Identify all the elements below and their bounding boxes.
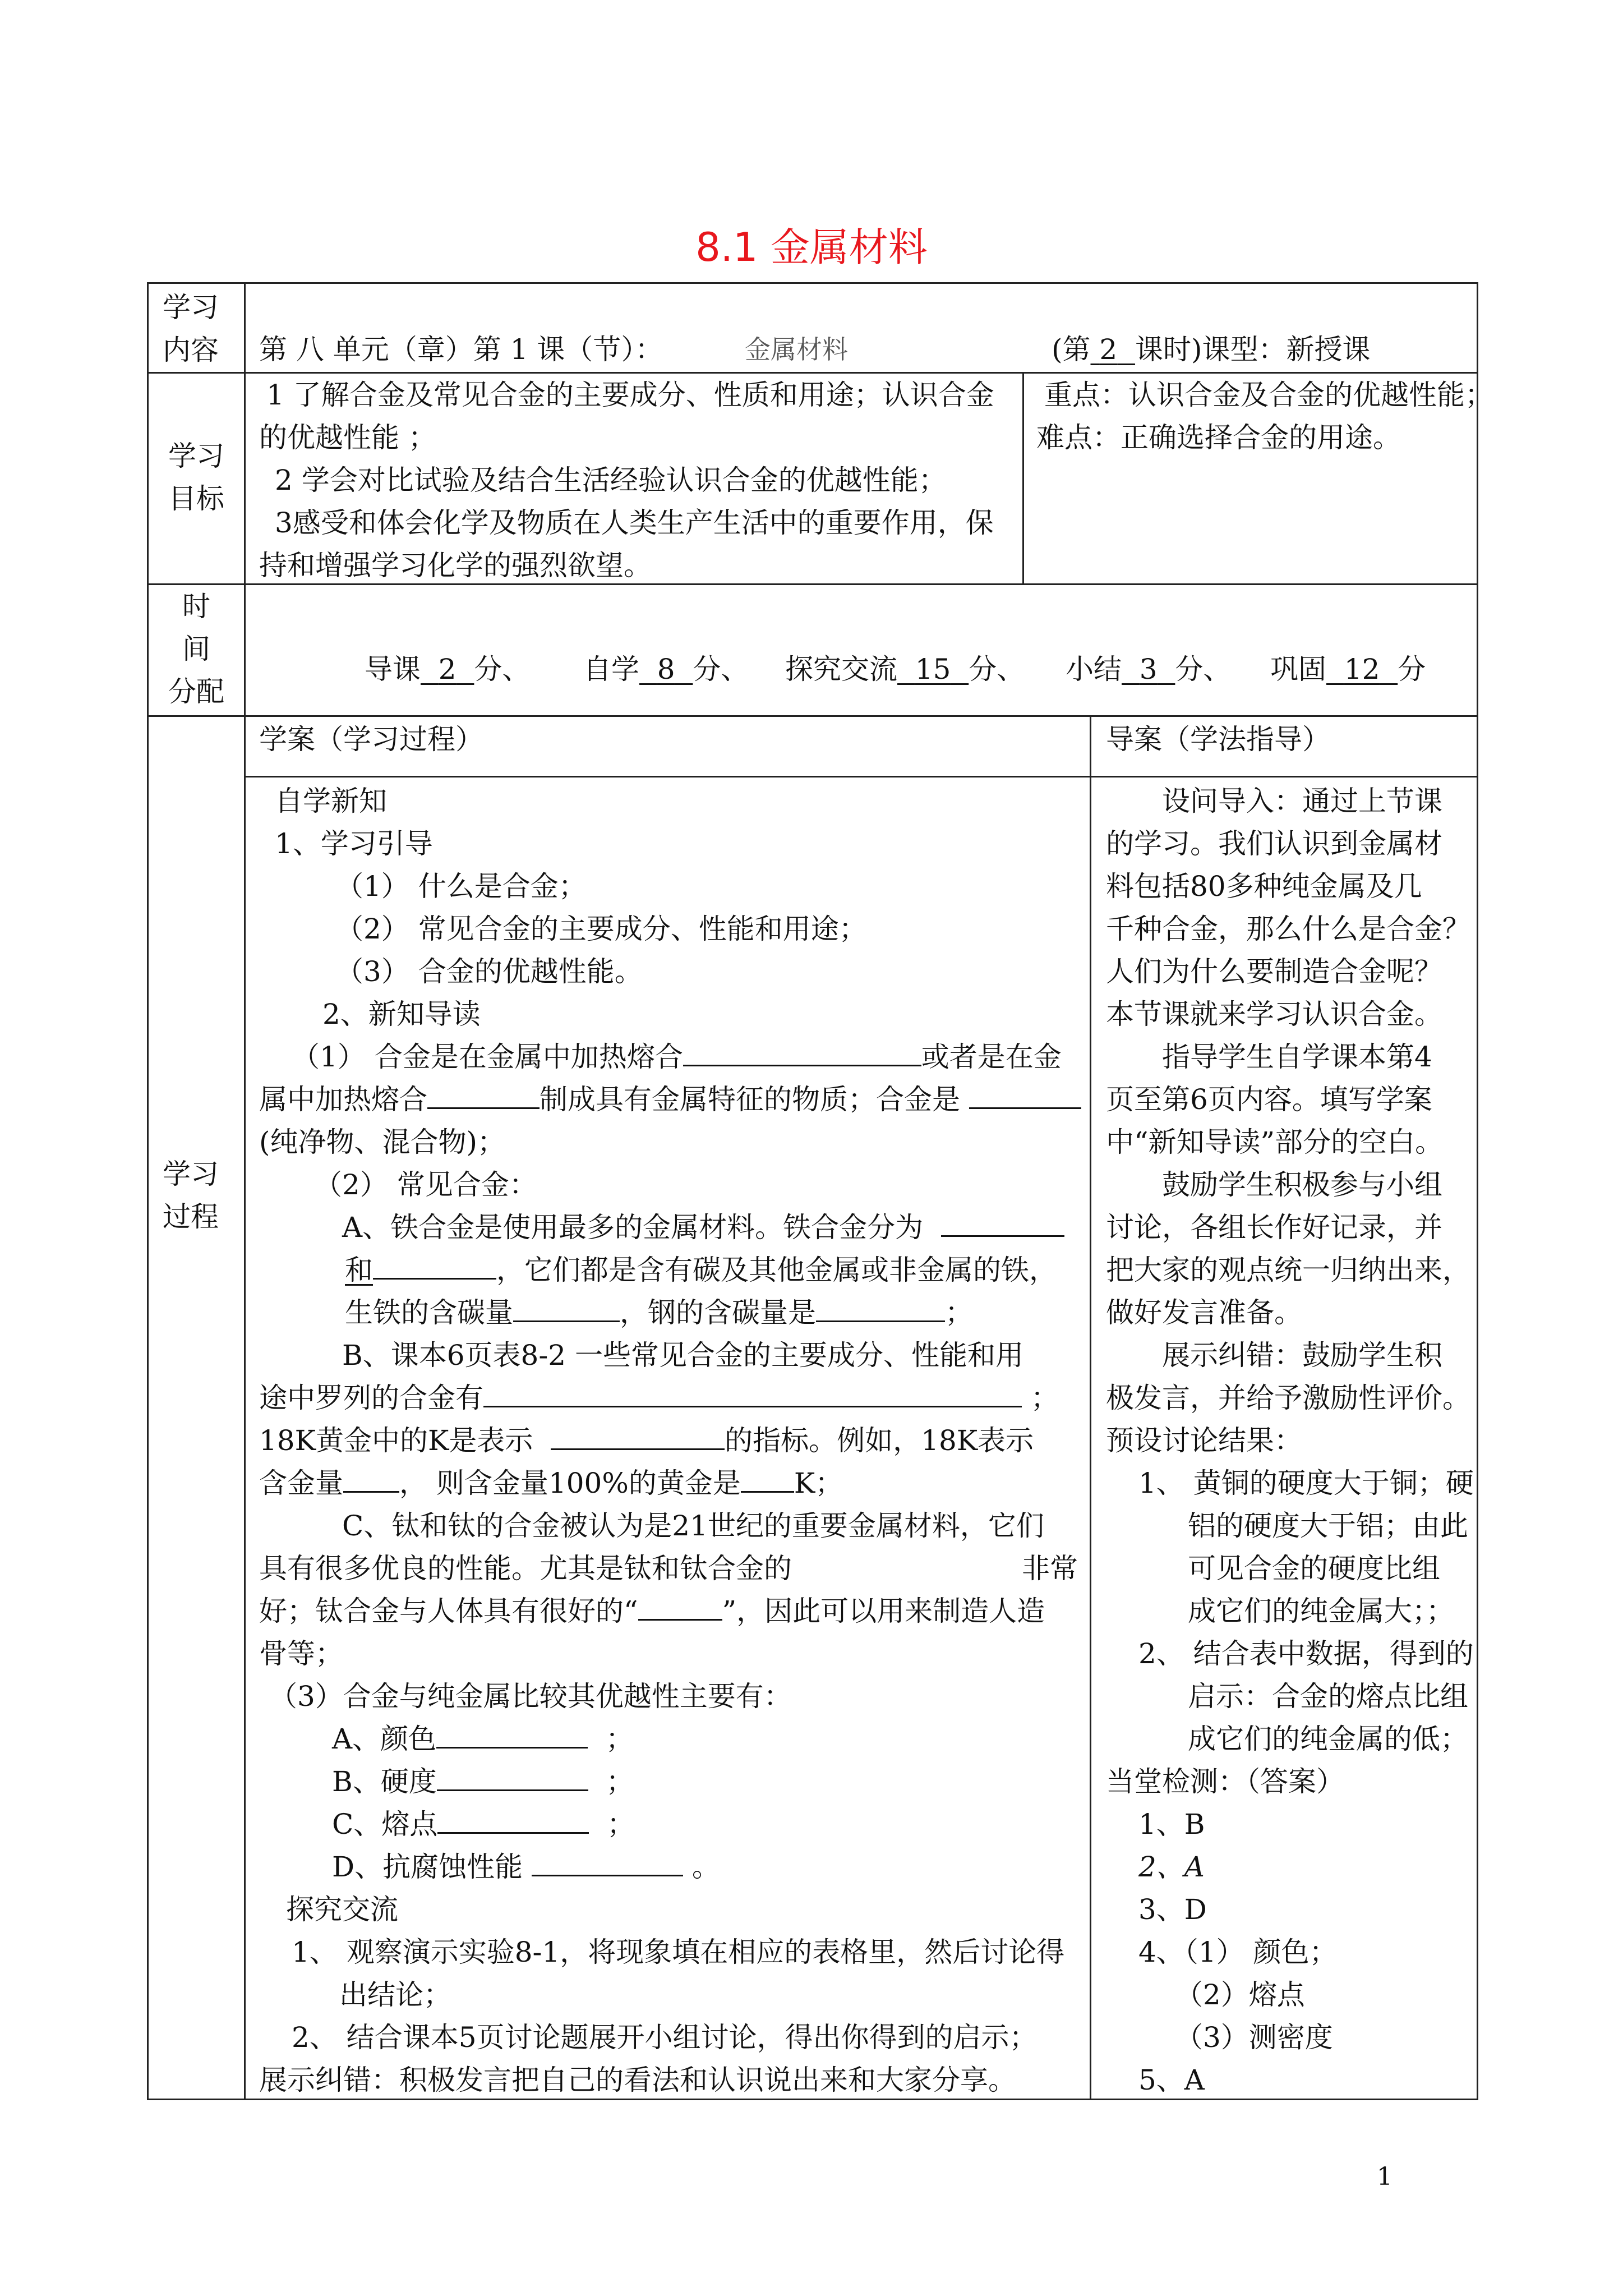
iron-alloy-line3: 生铁的含碳量 ，钢的含碳量是 ； [345,1291,973,1334]
blank[interactable] [343,1464,399,1493]
explore-item-1-cont: 出结论； [339,1978,451,2011]
blank[interactable] [373,1251,496,1280]
karat-line1: 18K黄金中的K是表示 的指标。例如，18K表示 [259,1419,1034,1462]
row-label-time: 时 间 分配 [168,590,224,708]
table-8-2-line1: B、课本6页表8-2 一些常见合金的主要成分、性能和用 [342,1339,1023,1372]
guide-line-2: 的学习。我们认识到金属材 [1106,827,1442,860]
answer-1: 1、B [1138,1808,1205,1841]
guide-line-4: 千种合金，那么什么是合金？ [1106,913,1470,945]
row-label-content: 学习 内容 [163,291,219,366]
blank[interactable] [741,1464,794,1493]
blank[interactable] [436,1720,588,1749]
goals-column-divider [1022,372,1024,585]
row-divider-3 [147,715,1478,717]
guide-line-16: 预设讨论结果： [1106,1424,1302,1457]
guide-line-19: 可见合金的硬度比组 [1188,1552,1440,1585]
guide-line-11: 讨论，各组长作好记录，并 [1106,1211,1442,1244]
titanium-line3: 好；钛合金与人体具有很好的“ ”，因此可以用来制造人造 [259,1590,1045,1632]
blank[interactable] [551,1421,725,1450]
guide-line-10: 鼓励学生积极参与小组 [1162,1168,1442,1201]
guide-line-7: 指导学生自学课本第4 [1162,1041,1432,1073]
process-column-divider [1090,715,1091,2100]
guide-line-21: 2、 结合表中数据，得到的 [1138,1637,1474,1670]
guide-item-3: （3） 合金的优越性能。 [335,955,643,988]
blank[interactable] [532,1848,683,1876]
titanium-line1: C、钛和钛的合金被认为是21世纪的重要金属材料，它们 [342,1510,1044,1542]
blank[interactable] [969,1080,1081,1109]
blank[interactable] [483,1379,1022,1407]
time-item-consolidate: 巩固 12 分 [1270,653,1426,685]
blank[interactable] [941,1208,1064,1237]
iron-alloy-line2: 和 ，它们都是含有碳及其他金属或非金属的铁， [345,1249,1057,1291]
guide-line-5: 人们为什么要制造合金呢？ [1106,955,1442,988]
reading-item-1-line1: （1） 合金是在金属中加热熔合 或者是在金 [292,1036,1062,1078]
guide-line-23: 成它们的纯金属的低； [1188,1723,1468,1755]
advantage-melting-point: C、熔点 ； [332,1803,635,1846]
goal-line-4: 3感受和体会化学及物质在人类生产生活中的重要作用，保 [275,507,994,539]
time-item-summary: 小结 3 分、 [1066,653,1232,685]
answer-4-3: （3）测密度 [1175,2021,1333,2054]
difficulty: 难点：正确选择合金的用途。 [1036,421,1401,454]
label-column-divider [244,282,246,2100]
guide-line-1: 设问导入：通过上节课 [1162,785,1442,817]
lesson-period: (第 2 课时)课型：新授课 [1052,333,1371,366]
table-border-right [1477,282,1478,2100]
iron-alloy-line1: A、铁合金是使用最多的金属材料。铁合金分为 [342,1206,1064,1249]
reading-item-1-line3: (纯净物、混合物)； [259,1126,506,1158]
guide-line-12: 把大家的观点统一归纳出来， [1106,1254,1470,1286]
row-label-process: 学习 过程 [163,1158,219,1233]
study-guide-title: 1、学习引导 [275,827,433,860]
page-number: 1 [1377,2162,1393,2191]
unit-line: 第 八 单元（章）第 1 课（节）： [259,333,663,366]
time-item-intro: 导课 2 分、 [365,653,531,685]
guide-line-3: 料包括80多种纯金属及几 [1106,870,1422,903]
blank[interactable] [437,1805,589,1834]
lesson-name: 金属材料 [745,334,848,365]
table-8-2-line2: 途中罗列的合金有 ； [259,1377,1059,1419]
left-column-header: 学案（学习过程） [259,723,483,756]
guide-line-14: 展示纠错：鼓励学生积 [1162,1339,1442,1372]
goal-line-3: 2 学会对比试验及结合生活经验认识合金的优越性能； [275,464,947,496]
reading-item-1-line2: 属中加热熔合 制成具有金属特征的物质；合金是 [259,1078,1081,1121]
guide-line-9: 中“新知导读”部分的空白。 [1106,1126,1444,1158]
advantage-hardness: B、硬度 ； [332,1760,634,1803]
process-header-divider [244,776,1478,777]
guide-line-13: 做好发言准备。 [1106,1296,1302,1329]
guide-line-18: 铝的硬度大于铝；由此 [1188,1510,1468,1542]
table-border-left [147,282,149,2100]
new-knowledge-title: 2、新知导读 [322,998,481,1030]
guide-line-24: 当堂检测：（答案） [1106,1765,1344,1798]
titanium-line4: 骨等； [259,1637,343,1670]
blank[interactable] [638,1592,722,1621]
goal-line-1: 1 了解合金及常见合金的主要成分、性质和用途；认识合金 [266,379,994,411]
table-border-top [147,282,1478,284]
karat-line2: 含金量 ， 则含金量100%的黄金是 K； [259,1462,843,1504]
guide-line-22: 启示：合金的熔点比组 [1188,1680,1468,1713]
answer-4-2: （2）熔点 [1175,1978,1305,2011]
page-title: 8.1 金属材料 [695,224,928,270]
guide-item-2: （2） 常见合金的主要成分、性能和用途； [335,913,867,945]
goal-line-2: 的优越性能 ； [259,421,436,454]
blank[interactable] [437,1763,588,1791]
guide-line-8: 页至第6页内容。填写学案 [1106,1083,1432,1116]
row-label-goals: 学习 目标 [168,440,224,515]
blank[interactable] [513,1294,620,1322]
explore-item-1: 1、 观察演示实验8-1，将现象填在相应的表格里，然后讨论得 [292,1936,1065,1968]
answer-2: 2、A [1138,1851,1205,1883]
time-item-selfstudy: 自学 8 分、 [583,653,749,685]
advantages-title: （3）合金与纯金属比较其优越性主要有： [269,1680,792,1713]
blank[interactable] [427,1080,540,1109]
goal-line-5: 持和增强学习化学的强烈欲望。 [259,549,652,582]
guide-line-17: 1、 黄铜的硬度大于铜；硬 [1138,1467,1474,1499]
key-point: 重点：认识合金及合金的优越性能； [1044,379,1493,411]
titanium-line2: 具有很多优良的性能。尤其是钛和钛合金的 非常 [259,1552,1078,1585]
answer-4: 4、（1） 颜色； [1138,1936,1338,1968]
answer-3: 3、D [1138,1893,1207,1926]
time-item-explore: 探究交流 15 分、 [785,653,1025,685]
explore-item-2: 2、 结合课本5页讨论题展开小组讨论，得出你得到的启示； [292,2021,1038,2054]
answer-5: 5、A [1138,2064,1205,2096]
show-correct: 展示纠错：积极发言把自己的看法和认识说出来和大家分享。 [259,2064,1016,2096]
section-explore: 探究交流 [286,1893,398,1926]
guide-line-15: 极发言，并给予激励性评价。 [1106,1382,1470,1414]
section-self-study: 自学新知 [275,785,387,817]
guide-line-6: 本节课就来学习认识合金。 [1106,998,1442,1030]
blank[interactable] [683,1038,921,1066]
common-alloys-title: （2） 常见合金： [314,1168,537,1201]
advantage-color: A、颜色 ； [332,1718,634,1760]
guide-item-1: （1） 什么是合金； [335,870,587,903]
advantage-corrosion: D、抗腐蚀性能 。 [332,1846,720,1888]
guide-line-20: 成它们的纯金属大；； [1188,1595,1454,1627]
right-column-header: 导案（学法指导） [1106,723,1330,756]
blank[interactable] [816,1294,945,1322]
